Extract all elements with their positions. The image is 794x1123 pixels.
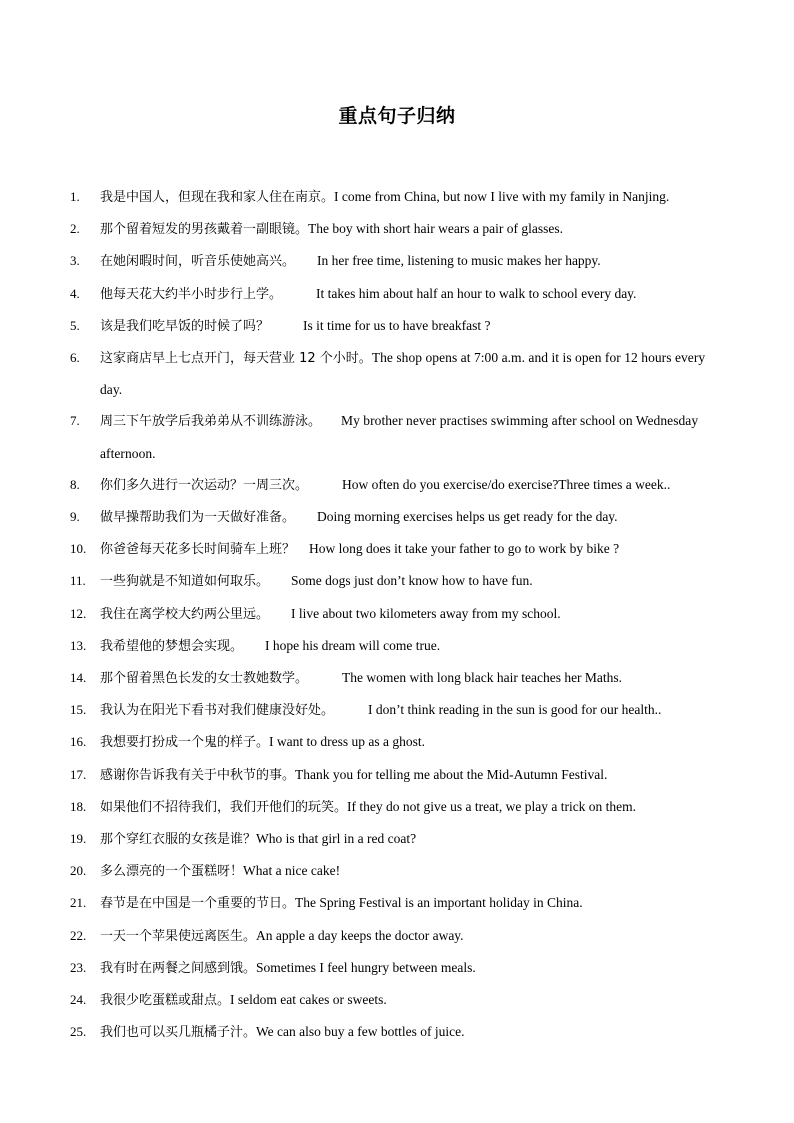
- list-item: [70, 278, 730, 310]
- chinese-sentence: 做早操帮助我们为一天做好准备。: [100, 510, 296, 526]
- english-sentence: I hope his dream will come true.: [265, 637, 441, 653]
- english-sentence: Doing morning exercises helps us get ready for the day.: [317, 509, 618, 525]
- item-number: 5.: [70, 317, 80, 333]
- list-item: [70, 662, 730, 694]
- list-item: [70, 887, 730, 919]
- english-sentence: The Spring Festival is an important holiday in China.: [295, 895, 583, 911]
- english-sentence: If they do not give us a treat, we play a trick on them.: [347, 798, 637, 814]
- chinese-sentence: 那个留着黑色长发的女士教她数学。: [100, 671, 309, 687]
- item-number: 3.: [70, 253, 80, 269]
- item-number: 8.: [70, 476, 80, 492]
- list-item: [70, 630, 730, 662]
- chinese-sentence: 我们也可以买几瓶橘子汁。: [100, 1025, 257, 1041]
- english-sentence: In her free time, listening to music makes her happy.: [317, 253, 601, 269]
- chinese-sentence: 这家商店早上七点开门，每天营业 12 个小时。: [100, 351, 372, 367]
- english-sentence: We can also buy a few bottles of juice.: [256, 1024, 465, 1040]
- item-number: 13.: [70, 637, 87, 653]
- chinese-sentence: 我想要打扮成一个鬼的样子。: [100, 735, 270, 751]
- english-sentence: An apple a day keeps the doctor away.: [256, 927, 464, 943]
- item-number: 15.: [70, 702, 87, 718]
- list-item: [70, 598, 730, 630]
- item-number: 20.: [70, 863, 87, 879]
- item-number: 9.: [70, 509, 80, 525]
- english-sentence: The shop opens at 7:00 a.m. and it is open for 12 hours every day.: [100, 350, 706, 398]
- list-item: [70, 791, 730, 823]
- item-number: 19.: [70, 831, 87, 847]
- english-sentence: Thank you for telling me about the Mid-Autumn Festival.: [295, 766, 608, 782]
- chinese-sentence: 该是我们吃早饭的时候了吗？: [100, 318, 270, 334]
- item-number: 2.: [70, 221, 80, 237]
- item-number: 4.: [70, 285, 80, 301]
- list-item: [70, 245, 730, 277]
- list-item: [70, 920, 730, 952]
- chinese-sentence: 我认为在阳光下看书对我们健康没好处。: [100, 703, 335, 719]
- list-item: [70, 181, 730, 213]
- english-sentence: Is it time for us to have breakfast ?: [303, 317, 491, 333]
- list-item: [70, 1016, 730, 1048]
- chinese-sentence: 那个穿红衣服的女孩是谁？: [100, 832, 257, 848]
- list-item: [70, 984, 730, 1016]
- chinese-sentence: 一天一个苹果使远离医生。: [100, 928, 257, 944]
- chinese-sentence: 我是中国人，但现在我和家人住在南京。: [100, 190, 335, 205]
- page-title: 重点句子归纳: [338, 105, 456, 127]
- list-item: [70, 501, 730, 533]
- english-sentence: I live about two kilometers away from my school.: [291, 605, 561, 621]
- list-item: [70, 823, 730, 855]
- english-sentence: Sometimes I feel hungry between meals.: [256, 959, 476, 975]
- english-sentence: I want to dress up as a ghost.: [269, 734, 425, 750]
- english-sentence: What a nice cake!: [243, 863, 341, 879]
- chinese-sentence: 他每天花大约半小时步行上学。: [100, 286, 283, 302]
- chinese-sentence: 一些狗就是不知道如何取乐。: [100, 574, 270, 590]
- sentence-list: [70, 181, 730, 1048]
- list-item: [70, 726, 730, 758]
- item-number: 16.: [70, 734, 87, 750]
- list-item: [70, 759, 730, 791]
- item-number: 14.: [70, 670, 87, 686]
- english-sentence: The boy with short hair wears a pair of glasses.: [308, 221, 563, 237]
- item-number: 17.: [70, 766, 87, 782]
- list-item: [70, 405, 730, 468]
- english-sentence: My brother never practises swimming after school on Wednesday afternoon.: [100, 413, 699, 461]
- chinese-sentence: 你们多久进行一次运动？一周三次。: [100, 477, 309, 493]
- item-number: 22.: [70, 927, 87, 943]
- item-number: 6.: [70, 350, 80, 366]
- list-item: [70, 310, 730, 342]
- list-item: [70, 533, 730, 565]
- item-number: 12.: [70, 605, 87, 621]
- item-number: 21.: [70, 895, 87, 911]
- english-sentence: How long does it take your father to go to work by bike ?: [309, 541, 620, 557]
- item-number: 7.: [70, 413, 80, 429]
- item-number: 11.: [70, 573, 86, 589]
- chinese-sentence: 我希望他的梦想会实现。: [100, 638, 244, 654]
- english-sentence: Who is that girl in a red coat?: [256, 831, 417, 847]
- item-number: 23.: [70, 959, 87, 975]
- list-item: [70, 469, 730, 501]
- english-sentence: The women with long black hair teaches her Maths.: [342, 670, 623, 686]
- chinese-sentence: 感谢你告诉我有关于中秋节的事。: [100, 767, 296, 783]
- item-number: 24.: [70, 992, 87, 1008]
- list-item: [70, 952, 730, 984]
- chinese-sentence: 在她闲暇时间，听音乐使她高兴。: [100, 254, 296, 270]
- list-item: [70, 565, 730, 597]
- chinese-sentence: 春节是在中国是一个重要的节日。: [100, 896, 296, 912]
- english-sentence: I come from China, but now I live with my family in Nanjing.: [334, 189, 670, 204]
- chinese-sentence: 我有时在两餐之间感到饿。: [100, 960, 257, 976]
- list-item: [70, 213, 730, 245]
- english-sentence: Some dogs just don’t know how to have fun.: [291, 573, 533, 589]
- chinese-sentence: 如果他们不招待我们，我们开他们的玩笑。: [100, 799, 348, 815]
- item-number: 1.: [70, 189, 80, 204]
- list-item: [70, 694, 730, 726]
- list-item: [70, 855, 730, 887]
- item-number: 10.: [70, 541, 87, 557]
- english-sentence: I seldom eat cakes or sweets.: [230, 992, 387, 1008]
- english-sentence: How often do you exercise/do exercise?Three times a week..: [342, 476, 671, 492]
- chinese-sentence: 你爸爸每天花多长时间骑车上班？: [100, 542, 296, 558]
- chinese-sentence: 那个留着短发的男孩戴着一副眼镜。: [100, 222, 309, 238]
- chinese-sentence: 多么漂亮的一个蛋糕呀！: [100, 864, 244, 880]
- item-number: 25.: [70, 1024, 87, 1040]
- chinese-sentence: 我很少吃蛋糕或甜点。: [100, 993, 231, 1009]
- chinese-sentence: 周三下午放学后我弟弟从不训练游泳。: [100, 414, 322, 430]
- item-number: 18.: [70, 798, 87, 814]
- chinese-sentence: 我住在离学校大约两公里远。: [100, 606, 270, 622]
- english-sentence: It takes him about half an hour to walk to school every day.: [316, 285, 637, 301]
- list-item: [70, 342, 730, 405]
- english-sentence: I don’t think reading in the sun is good for our health..: [368, 702, 662, 718]
